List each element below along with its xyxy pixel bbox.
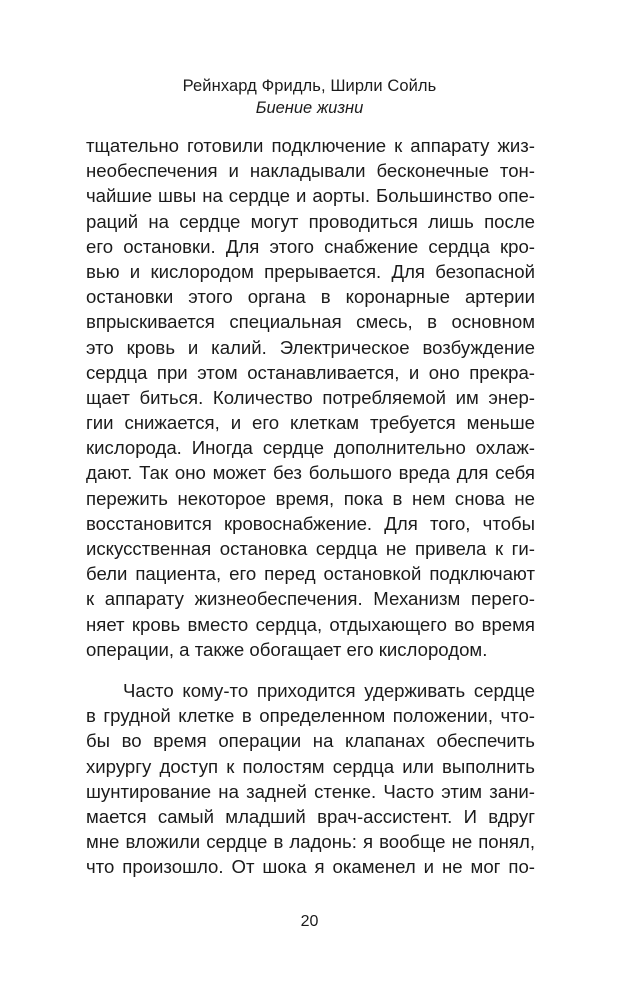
text-line: искусственная остановка сердца не привела к ги-	[86, 538, 535, 559]
text-line: мается самый младший врач-ассистент. И вдруг	[86, 805, 535, 827]
text-line: сердца при этом останавливается, и оно прекра-	[86, 361, 535, 383]
text-line: кислорода. Иногда сердце дополнительно охлаж-	[86, 437, 535, 459]
text-line: чайшие швы на сердце и аорты. Большинство опе-	[86, 185, 535, 207]
text-line: шунтирование на задней стенке. Часто этим зани-	[86, 780, 535, 802]
running-head	[0, 75, 619, 119]
text-line: щает биться. Количество потребляемой им энер-	[86, 386, 535, 408]
text-line: тщательно готовили подключение к аппарату жиз-	[86, 135, 535, 156]
text-line: что произошло. От шока я окаменел и не мог по-	[86, 856, 535, 878]
text-line: его остановки. Для этого снабжение сердца кро-	[86, 235, 535, 257]
text-line: бели пациента, его перед остановкой подключают	[86, 563, 535, 585]
paragraph-1	[86, 133, 535, 662]
text-line: пережить некоторое время, пока в нем снова не	[86, 487, 535, 509]
text-line: мне вложили сердце в ладонь: я вообще не понял,	[86, 831, 535, 853]
text-line: бы во время операции на клапанах обеспечить	[86, 730, 535, 752]
text-line: вью и кислородом прерывается. Для безопасной	[86, 260, 535, 282]
text-line: раций на сердце могут проводиться лишь после	[86, 210, 535, 232]
text-line: необеспечения и накладывали бесконечные тон-	[86, 160, 535, 182]
header-book-title: Биение жизни	[255, 99, 364, 117]
text-line: няет кровь вместо сердца, отдыхающего во время	[86, 613, 535, 635]
text-line: Часто кому-то приходится удерживать сердце	[123, 680, 535, 701]
text-line: дают. Так оно может без большого вреда для себя	[86, 462, 535, 484]
text-line: остановки этого органа в коронарные артерии	[86, 286, 535, 308]
header-authors: Рейнхард Фридль, Ширли Сойль	[182, 77, 437, 95]
text-line: восстановится кровоснабжение. Для того, чтобы	[86, 512, 535, 534]
text-line: в грудной клетке в определенном положении, что-	[86, 705, 535, 727]
text-line: хирургу доступ к полостям сердца или выполнить	[86, 755, 535, 777]
text-line: операции, а также обогащает его кислородом.	[86, 638, 488, 660]
text-line: к аппарату жизнеобеспечения. Механизм перего-	[86, 588, 535, 610]
text-line: гии снижается, и его клеткам требуется меньше	[86, 412, 535, 434]
text-line: это кровь и калий. Электрическое возбуждение	[86, 336, 535, 358]
page-number: 20	[300, 913, 319, 930]
text-line: впрыскивается специальная смесь, в основном	[86, 311, 535, 333]
paragraph-2	[86, 678, 535, 880]
